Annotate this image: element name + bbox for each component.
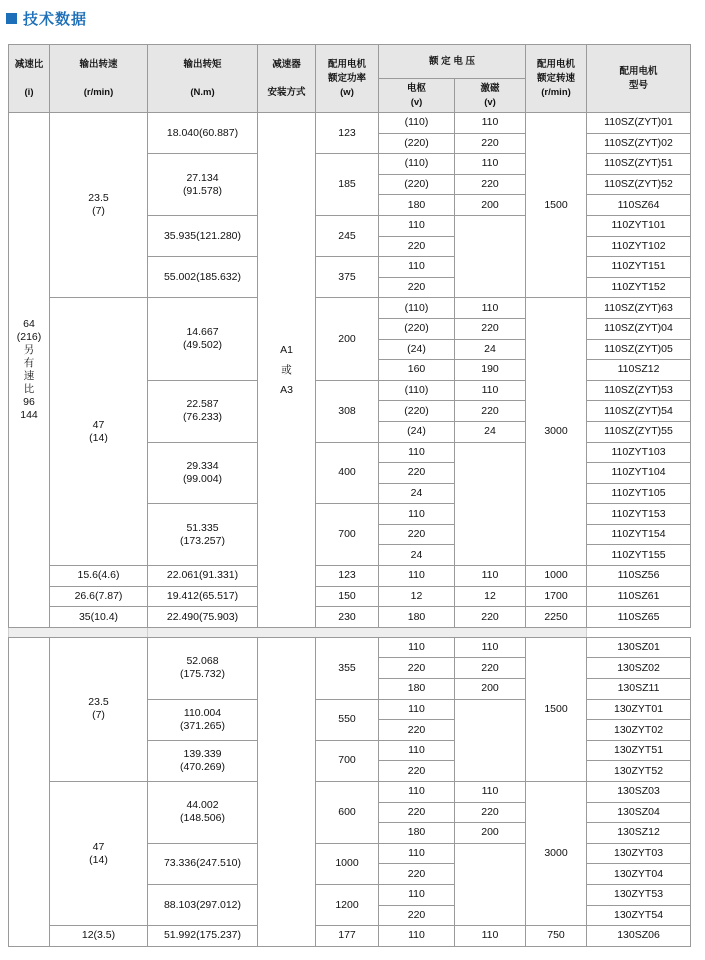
armature-voltage-cell: (220) <box>379 133 455 154</box>
output-torque-cell-line: (148.506) <box>180 812 225 825</box>
armature-voltage-cell: 220 <box>379 761 455 782</box>
ratio-cell-empty <box>9 637 50 946</box>
output-speed-cell-line: 47 <box>92 840 105 853</box>
output-torque-cell <box>148 504 258 566</box>
field-voltage-cell <box>455 699 526 781</box>
output-torque-cell-line: 51.335 <box>186 521 219 534</box>
output-speed-cell-line: (7) <box>92 205 105 218</box>
output-torque-cell-line: 29.334 <box>186 459 219 472</box>
spacer-cell <box>9 627 148 637</box>
field-voltage-cell: 220 <box>455 802 526 823</box>
motor-rated-speed-cell: 1500 <box>526 637 587 781</box>
motor-model-cell: 130ZYT01 <box>587 699 691 720</box>
motor-model-cell: 110SZ56 <box>587 566 691 587</box>
table-row <box>9 607 691 628</box>
header-field: 激磁 (v) <box>455 79 526 113</box>
motor-model-cell: 130ZYT03 <box>587 843 691 864</box>
motor-model-cell: 130SZ04 <box>587 802 691 823</box>
motor-model-cell: 110ZYT153 <box>587 504 691 525</box>
motor-power-cell: 123 <box>316 566 379 587</box>
motor-model-cell: 130SZ01 <box>587 637 691 658</box>
output-torque-cell-line: (173.257) <box>180 534 225 547</box>
output-torque-cell <box>148 637 258 699</box>
motor-power-cell: 550 <box>316 699 379 740</box>
motor-model-cell: 110ZYT154 <box>587 524 691 545</box>
motor-model-cell: 110SZ61 <box>587 586 691 607</box>
armature-voltage-cell: 110 <box>379 442 455 463</box>
motor-model-cell: 110SZ(ZYT)55 <box>587 421 691 442</box>
motor-model-cell: 110ZYT105 <box>587 483 691 504</box>
output-speed-cell: 35(10.4) <box>50 607 148 628</box>
output-speed-cell <box>50 782 148 926</box>
armature-voltage-cell: 110 <box>379 504 455 525</box>
output-torque-cell-line: 110.004 <box>183 706 222 719</box>
field-voltage-cell: 110 <box>455 566 526 587</box>
output-torque-cell-line: 14.667 <box>186 326 219 339</box>
field-voltage-cell: 220 <box>455 318 526 339</box>
field-voltage-cell: 110 <box>455 113 526 134</box>
output-torque-cell: 88.103(297.012) <box>148 884 258 925</box>
ratio-cell-line: 速 <box>23 369 35 382</box>
table-row <box>9 566 691 587</box>
armature-voltage-cell: 180 <box>379 679 455 700</box>
motor-model-cell: 130SZ12 <box>587 823 691 844</box>
field-voltage-cell: 24 <box>455 339 526 360</box>
motor-model-cell: 110SZ(ZYT)52 <box>587 174 691 195</box>
motor-model-cell: 110ZYT101 <box>587 215 691 236</box>
motor-power-cell: 308 <box>316 380 379 442</box>
armature-voltage-cell: 220 <box>379 720 455 741</box>
armature-voltage-cell: 110 <box>379 740 455 761</box>
motor-model-cell: 110SZ(ZYT)53 <box>587 380 691 401</box>
output-torque-cell-line: (91.578) <box>182 184 223 197</box>
spacer-cell <box>148 627 587 637</box>
table-row <box>9 926 691 947</box>
armature-voltage-cell: 220 <box>379 802 455 823</box>
field-voltage-cell: 220 <box>455 401 526 422</box>
output-torque-cell: 22.490(75.903) <box>148 607 258 628</box>
table-row <box>9 782 691 803</box>
output-torque-cell-line: 44.002 <box>186 799 219 812</box>
armature-voltage-cell: 180 <box>379 607 455 628</box>
motor-power-cell: 400 <box>316 442 379 504</box>
field-voltage-cell: 190 <box>455 360 526 381</box>
armature-voltage-cell: 220 <box>379 277 455 298</box>
motor-power-cell: 1200 <box>316 884 379 925</box>
header-ratio: 减速比 (i) <box>9 45 50 113</box>
output-torque-cell-line: 139.339 <box>183 747 222 760</box>
output-torque-cell-line: 22.587 <box>186 398 219 411</box>
field-voltage-cell: 200 <box>455 679 526 700</box>
motor-model-cell: 110SZ(ZYT)54 <box>587 401 691 422</box>
motor-power-cell: 700 <box>316 504 379 566</box>
output-speed-cell <box>50 298 148 566</box>
header-rated-voltage: 额 定 电 压 <box>379 45 526 79</box>
armature-voltage-cell: (24) <box>379 421 455 442</box>
field-voltage-cell: 110 <box>455 154 526 175</box>
spec-table <box>8 44 691 947</box>
output-torque-cell: 35.935(121.280) <box>148 215 258 256</box>
section-title-text: 技术数据 <box>23 10 88 28</box>
mounting-cell-line: A3 <box>280 383 293 396</box>
armature-voltage-cell: 220 <box>379 905 455 926</box>
motor-model-cell: 110ZYT103 <box>587 442 691 463</box>
motor-model-cell: 130SZ02 <box>587 658 691 679</box>
output-torque-cell: 51.992(175.237) <box>148 926 258 947</box>
armature-voltage-cell: 220 <box>379 463 455 484</box>
armature-voltage-cell: 220 <box>379 524 455 545</box>
output-torque-cell <box>148 154 258 216</box>
output-torque-cell <box>148 740 258 781</box>
armature-voltage-cell: 180 <box>379 823 455 844</box>
motor-model-cell: 130SZ11 <box>587 679 691 700</box>
mounting-cell-line: A1 <box>280 343 293 356</box>
header-motor-power: 配用电机 额定功率 (w) <box>316 45 379 113</box>
armature-voltage-cell: (24) <box>379 339 455 360</box>
motor-power-cell: 185 <box>316 154 379 216</box>
field-voltage-cell: 110 <box>455 298 526 319</box>
output-speed-cell-line: 23.5 <box>88 696 109 709</box>
armature-voltage-cell: (220) <box>379 174 455 195</box>
output-torque-cell <box>148 442 258 504</box>
motor-power-cell: 200 <box>316 298 379 380</box>
mounting-cell-line: 或 <box>281 363 292 376</box>
motor-power-cell: 123 <box>316 113 379 154</box>
motor-power-cell: 355 <box>316 637 379 699</box>
field-voltage-cell <box>455 442 526 566</box>
motor-model-cell: 130ZYT52 <box>587 761 691 782</box>
output-speed-cell-line: 23.5 <box>88 192 109 205</box>
armature-voltage-cell: (110) <box>379 113 455 134</box>
armature-voltage-cell: 110 <box>379 257 455 278</box>
armature-voltage-cell: 110 <box>379 215 455 236</box>
output-speed-cell <box>50 637 148 781</box>
motor-rated-speed-cell: 1700 <box>526 586 587 607</box>
motor-model-cell: 130ZYT53 <box>587 884 691 905</box>
output-speed-cell <box>50 113 148 298</box>
output-speed-cell: 12(3.5) <box>50 926 148 947</box>
table-row <box>9 586 691 607</box>
motor-model-cell: 110SZ(ZYT)05 <box>587 339 691 360</box>
motor-model-cell: 110SZ(ZYT)04 <box>587 318 691 339</box>
motor-power-cell: 245 <box>316 215 379 256</box>
square-bullet-icon <box>6 13 17 24</box>
armature-voltage-cell: 110 <box>379 843 455 864</box>
output-torque-cell <box>148 782 258 844</box>
table-row <box>9 637 691 658</box>
output-speed-cell-line: (14) <box>89 853 108 866</box>
motor-model-cell: 130ZYT54 <box>587 905 691 926</box>
armature-voltage-cell: 220 <box>379 236 455 257</box>
field-voltage-cell <box>455 843 526 925</box>
motor-power-cell: 177 <box>316 926 379 947</box>
output-torque-cell-line: (99.004) <box>182 472 223 485</box>
armature-voltage-cell: (110) <box>379 380 455 401</box>
output-torque-cell-line: 52.068 <box>186 655 219 668</box>
field-voltage-cell: 110 <box>455 380 526 401</box>
armature-voltage-cell: 160 <box>379 360 455 381</box>
armature-voltage-cell: 24 <box>379 483 455 504</box>
armature-voltage-cell: 24 <box>379 545 455 566</box>
output-torque-cell <box>148 298 258 380</box>
motor-model-cell: 110SZ(ZYT)02 <box>587 133 691 154</box>
output-torque-cell-line: (76.233) <box>182 411 223 424</box>
ratio-cell-line: 96 <box>23 395 35 408</box>
armature-voltage-cell: 110 <box>379 699 455 720</box>
output-torque-cell-line: 27.134 <box>186 171 219 184</box>
motor-model-cell: 110SZ12 <box>587 360 691 381</box>
armature-voltage-cell: 110 <box>379 566 455 587</box>
output-torque-cell-line: (371.265) <box>180 719 225 732</box>
motor-model-cell: 130ZYT04 <box>587 864 691 885</box>
output-speed-cell-line: (14) <box>89 431 108 444</box>
field-voltage-cell: 110 <box>455 782 526 803</box>
motor-rated-speed-cell: 750 <box>526 926 587 947</box>
header-output-torque: 输出转矩 (N.m) <box>148 45 258 113</box>
motor-power-cell: 150 <box>316 586 379 607</box>
motor-model-cell: 110ZYT102 <box>587 236 691 257</box>
output-torque-cell-line: (175.732) <box>180 668 225 681</box>
ratio-cell-line: 另 <box>23 343 35 356</box>
output-torque-cell: 55.002(185.632) <box>148 257 258 298</box>
motor-model-cell: 110ZYT104 <box>587 463 691 484</box>
armature-voltage-cell: 220 <box>379 864 455 885</box>
field-voltage-cell: 200 <box>455 823 526 844</box>
field-voltage-cell: 110 <box>455 637 526 658</box>
motor-model-cell: 130ZYT02 <box>587 720 691 741</box>
table-spacer-row <box>9 627 691 637</box>
motor-model-cell: 110SZ(ZYT)63 <box>587 298 691 319</box>
armature-voltage-cell: (220) <box>379 401 455 422</box>
ratio-cell-line: 比 <box>23 382 35 395</box>
field-voltage-cell: 200 <box>455 195 526 216</box>
output-torque-cell: 73.336(247.510) <box>148 843 258 884</box>
armature-voltage-cell: (220) <box>379 318 455 339</box>
motor-power-cell: 230 <box>316 607 379 628</box>
field-voltage-cell: 12 <box>455 586 526 607</box>
armature-voltage-cell: 110 <box>379 884 455 905</box>
armature-voltage-cell: 110 <box>379 926 455 947</box>
output-torque-cell <box>148 699 258 740</box>
motor-power-cell: 1000 <box>316 843 379 884</box>
spec-table-body <box>9 113 691 947</box>
motor-rated-speed-cell: 1000 <box>526 566 587 587</box>
output-speed-cell-line: 47 <box>92 418 105 431</box>
table-row <box>9 298 691 319</box>
armature-voltage-cell: (110) <box>379 154 455 175</box>
field-voltage-cell <box>455 215 526 297</box>
output-torque-cell-line: (470.269) <box>180 760 225 773</box>
field-voltage-cell: 220 <box>455 174 526 195</box>
armature-voltage-cell: (110) <box>379 298 455 319</box>
armature-voltage-cell: 110 <box>379 637 455 658</box>
field-voltage-cell: 220 <box>455 658 526 679</box>
field-voltage-cell: 24 <box>455 421 526 442</box>
field-voltage-cell: 220 <box>455 607 526 628</box>
header-output-speed: 输出转速 (r/min) <box>50 45 148 113</box>
motor-power-cell: 700 <box>316 740 379 781</box>
output-torque-cell: 18.040(60.887) <box>148 113 258 154</box>
mounting-cell <box>258 113 316 628</box>
motor-model-cell: 130SZ03 <box>587 782 691 803</box>
header-motor-rated-speed: 配用电机 额定转速 (r/min) <box>526 45 587 113</box>
header-armature: 电枢 (v) <box>379 79 455 113</box>
motor-model-cell: 110SZ(ZYT)51 <box>587 154 691 175</box>
ratio-cell-line: 144 <box>20 408 38 421</box>
output-speed-cell-line: (7) <box>92 709 105 722</box>
motor-power-cell: 600 <box>316 782 379 844</box>
header-motor-model: 配用电机 型号 <box>587 45 691 113</box>
armature-voltage-cell: 220 <box>379 658 455 679</box>
field-voltage-cell: 220 <box>455 133 526 154</box>
motor-model-cell: 130SZ06 <box>587 926 691 947</box>
armature-voltage-cell: 110 <box>379 782 455 803</box>
ratio-cell-line: 64 <box>23 317 35 330</box>
motor-rated-speed-cell: 2250 <box>526 607 587 628</box>
section-title <box>6 6 87 30</box>
output-torque-cell <box>148 380 258 442</box>
motor-model-cell: 130ZYT51 <box>587 740 691 761</box>
output-torque-cell: 22.061(91.331) <box>148 566 258 587</box>
output-torque-cell: 19.412(65.517) <box>148 586 258 607</box>
output-speed-cell: 15.6(4.6) <box>50 566 148 587</box>
output-speed-cell: 26.6(7.87) <box>50 586 148 607</box>
motor-model-cell: 110SZ65 <box>587 607 691 628</box>
armature-voltage-cell: 180 <box>379 195 455 216</box>
ratio-cell-line: 有 <box>23 356 35 369</box>
motor-rated-speed-cell: 1500 <box>526 113 587 298</box>
header-mounting: 减速器 安装方式 <box>258 45 316 113</box>
ratio-cell-line: (216) <box>16 330 42 343</box>
motor-power-cell: 375 <box>316 257 379 298</box>
table-row <box>9 113 691 134</box>
motor-model-cell: 110SZ(ZYT)01 <box>587 113 691 134</box>
motor-model-cell: 110ZYT152 <box>587 277 691 298</box>
motor-rated-speed-cell: 3000 <box>526 298 587 566</box>
motor-model-cell: 110ZYT155 <box>587 545 691 566</box>
output-torque-cell-line: (49.502) <box>182 339 223 352</box>
armature-voltage-cell: 12 <box>379 586 455 607</box>
ratio-cell <box>9 113 50 628</box>
motor-rated-speed-cell: 3000 <box>526 782 587 926</box>
motor-model-cell: 110SZ64 <box>587 195 691 216</box>
motor-model-cell: 110ZYT151 <box>587 257 691 278</box>
field-voltage-cell: 110 <box>455 926 526 947</box>
mounting-cell-empty <box>258 637 316 946</box>
